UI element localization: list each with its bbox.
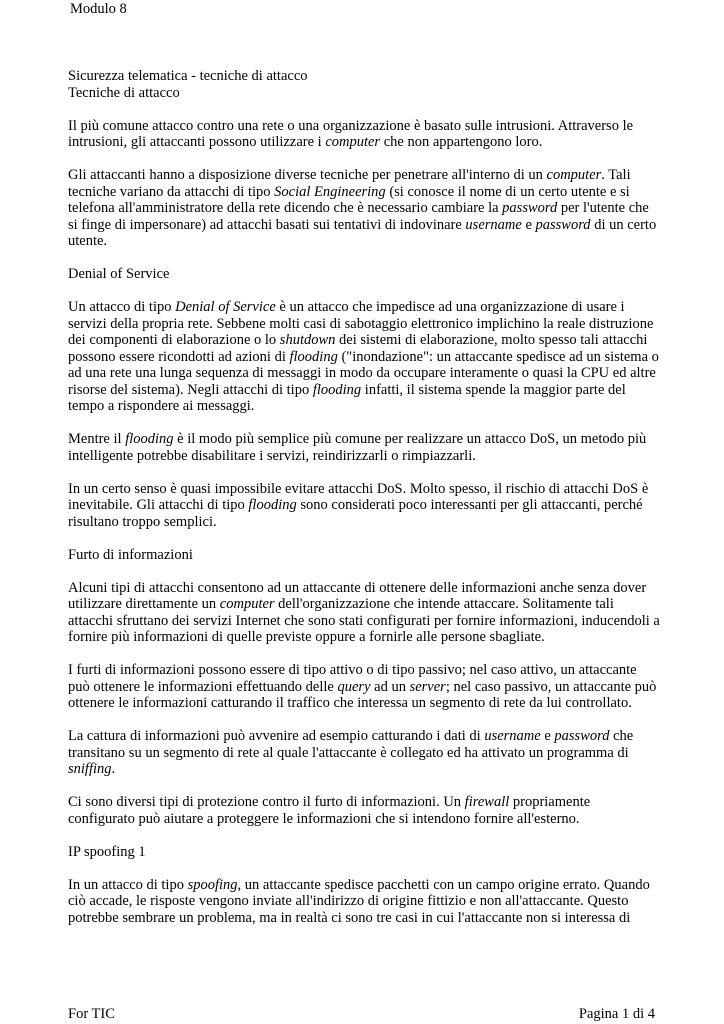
paragraph: Un attacco di tipo Denial of Service è un attacco che impedisce ad una organizzazione di usare i servizi della propria rete. Sebbene molti casi di sabotaggio elettronico implichino la reale distruzione dei componenti di elaborazione o lo shutdown dei sistemi di elaborazione, molto spesso tali attacchi possono essere ricondotti ad azioni di flooding ("inondazione": un attaccante spedisce ad un sistema o ad una rete una lunga sequenza di messaggi in modo da occupare interamente o quasi la CPU ed altre risorse del sistema). Negli attacchi di tipo flooding infatti, il sistema spende la maggior parte del tempo a rispondere ai messaggi. (68, 299, 659, 414)
paragraph: In un attacco di tipo spoofing, un attaccante spedisce pacchetti con un campo origine errato. Quando ciò accade, le risposte vengono inviate all'indirizzo di origine fittizio e non all'attaccante. Questo potrebbe sembrare un problema, ma in realtà ci sono tre casi in cui l'attaccante non si interessa di (68, 876, 650, 926)
document-title: Sicurezza telematica - tecniche di attacco (68, 68, 308, 84)
paragraph: Alcuni tipi di attacchi consentono ad un attaccante di ottenere delle informazioni anche senza dover utilizzare direttamente un computer dell'organizzazione che intende attaccare. Solitamente tali attacchi sfruttano dei servizi Internet che sono stati configurati per fornire informazioni, inducendoli a fornire più informazioni di quelle previste oppure a fornirle alle persone sbagliate. (68, 579, 660, 645)
page-header: Modulo 8 (70, 1, 127, 17)
title-block (68, 68, 660, 101)
paragraph: Gli attaccanti hanno a disposizione diverse tecniche per penetrare all'interno di un computer. Tali tecniche variano da attacchi di tipo Social Engineering (si conosce il nome di un certo utente e si telefona all'amministratore della rete dicendo che è necessario cambiare la password per l'utente che si finge di impersonare) ad attacchi basati sui tentativi di indovinare username e password di un certo utente. (68, 167, 657, 249)
paragraph: Il più comune attacco contro una rete o una organizzazione è basato sulle intrusioni. Attraverso le intrusioni, gli attaccanti possono utilizzare i computer che non appartengono loro. (68, 117, 634, 150)
page-number: Pagina 1 di 4 (578, 1006, 655, 1022)
paragraph: Mentre il flooding è il modo più semplice più comune per realizzare un attacco DoS, un metodo più intelligente potrebbe disabilitare i servizi, reindirizzarli o rimpiazzarli. (68, 431, 647, 464)
section-heading-furto: Furto di informazioni (68, 546, 193, 563)
paragraph: La cattura di informazioni può avvenire ad esempio catturando i dati di username e password che transitano su un segmento di rete al quale l'attaccante è collegato ed ha attivato un programma di sniffing. (68, 728, 634, 777)
section-heading-dos: Denial of Service (68, 266, 170, 282)
document-body (68, 68, 660, 943)
document-subtitle: Tecniche di attacco (68, 84, 180, 101)
section-heading-ip-spoofing: IP spoofing 1 (68, 843, 146, 860)
paragraph: I furti di informazioni possono essere di tipo attivo o di tipo passivo; nel caso attivo, un attaccante può ottenere le informazioni effettuando delle query ad un server; nel caso passivo, un attaccante può ottenere le informazioni catturando il traffico che interessa un segmento di rete da lui controllato. (68, 662, 657, 711)
paragraph: Ci sono diversi tipi di protezione contro il furto di informazioni. Un firewall propriamente configurato può aiutare a proteggere le informazioni che si intendono fornire all'esterno. (68, 794, 591, 827)
footer-left: For TIC (68, 1006, 115, 1022)
paragraph: In un certo senso è quasi impossibile evitare attacchi DoS. Molto spesso, il rischio di attacchi DoS è inevitabile. Gli attacchi di tipo flooding sono considerati poco interessanti per gli attaccanti, perché risultano troppo semplici. (68, 480, 649, 530)
